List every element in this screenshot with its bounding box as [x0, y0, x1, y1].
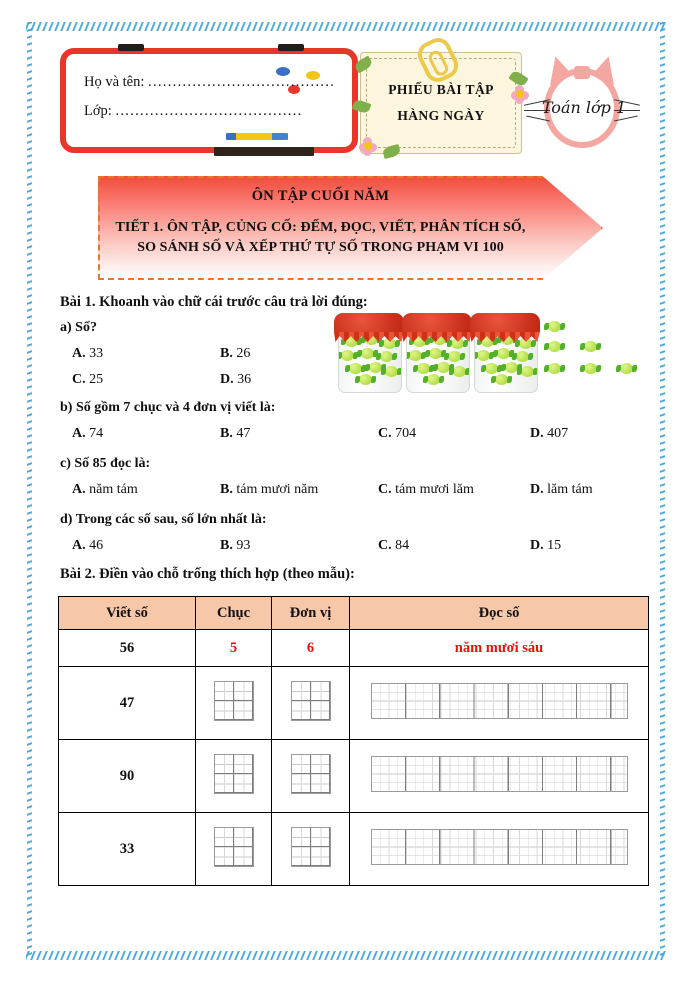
- option-text: tám mươi năm: [236, 482, 319, 497]
- column-header-doc-so: Đọc số: [350, 597, 649, 630]
- option-letter: D.: [220, 372, 234, 387]
- exercise1-part-b-prompt: [60, 400, 660, 416]
- lesson-banner: [98, 176, 603, 280]
- part-c-label: c) Số 85 đọc là:: [60, 456, 151, 471]
- option-b-4[interactable]: [530, 426, 568, 442]
- jar-lid-icon: [402, 313, 472, 335]
- cell-viet-so: 56: [59, 630, 196, 667]
- leaf-icon: [382, 144, 401, 159]
- marker-tray: [214, 147, 314, 156]
- option-letter: D.: [530, 538, 544, 553]
- option-letter: C.: [378, 482, 392, 497]
- subject-label: Toán lớp 1: [541, 98, 627, 117]
- cell-doc-so[interactable]: năm mươi sáu: [350, 630, 649, 667]
- exercise2-heading: Bài 2. Điền vào chỗ trống thích hợp (theo mẫu):: [60, 566, 355, 582]
- worksheet-title-line1: PHIẾU BÀI TẬP: [388, 82, 494, 97]
- part-b-label: b) Số gồm 7 chục và 4 đơn vị viết là:: [60, 400, 276, 415]
- option-text: 407: [547, 426, 569, 441]
- cell-viet-so: 47: [59, 667, 196, 740]
- writing-grid[interactable]: [214, 754, 254, 794]
- exercise1-part-c-prompt: [60, 456, 660, 472]
- option-d-2[interactable]: [220, 538, 250, 554]
- candy-icon: [548, 321, 561, 332]
- candy-icon: [359, 374, 372, 385]
- candy-icon: [497, 348, 510, 359]
- flower-icon: [359, 137, 381, 159]
- option-letter: D.: [530, 426, 544, 441]
- candy-icon: [548, 341, 561, 352]
- class-field-row[interactable]: [84, 103, 303, 120]
- option-letter: B.: [220, 482, 233, 497]
- cell-doc-so[interactable]: [350, 740, 649, 813]
- table-row: [59, 813, 649, 886]
- option-text: 26: [236, 346, 251, 361]
- candy-icon: [584, 341, 597, 352]
- option-a-4[interactable]: [220, 372, 251, 388]
- writing-grid[interactable]: [371, 756, 628, 792]
- cell-chuc[interactable]: [196, 813, 272, 886]
- table-row: [59, 667, 649, 740]
- option-letter: A.: [72, 538, 86, 553]
- option-letter: B.: [220, 346, 233, 361]
- jar-lid-icon: [470, 313, 540, 335]
- student-nameplate: [60, 48, 358, 153]
- option-b-1[interactable]: [72, 426, 103, 442]
- option-b-2[interactable]: [220, 426, 250, 442]
- column-header-don-vi: Đơn vị: [272, 597, 350, 630]
- writing-grid[interactable]: [214, 681, 254, 721]
- worksheet-title: [361, 77, 521, 129]
- cell-don-vi[interactable]: [272, 813, 350, 886]
- name-field-dots: ......................................: [148, 74, 336, 90]
- table-row: [59, 740, 649, 813]
- marker-blue2-icon: [272, 133, 288, 140]
- candy-icon: [516, 351, 529, 362]
- writing-grid[interactable]: [291, 681, 331, 721]
- option-a-1[interactable]: [72, 346, 103, 362]
- jar-lid-icon: [334, 313, 404, 335]
- candy-icon: [427, 374, 440, 385]
- option-letter: C.: [378, 426, 392, 441]
- candy-icon: [485, 363, 498, 374]
- exercise1-part-d-prompt: [60, 512, 660, 528]
- part-a-label: a) Số?: [60, 320, 97, 335]
- marker-yellow-icon: [236, 133, 274, 140]
- banner-title: ÔN TẬP CUỐI NĂM: [251, 188, 390, 204]
- whiteboard-clip-left: [118, 44, 144, 51]
- option-d-1[interactable]: [72, 538, 103, 554]
- option-letter: B.: [220, 538, 233, 553]
- number-analysis-table: [58, 596, 649, 886]
- cell-don-vi[interactable]: [272, 740, 350, 813]
- option-text: 25: [89, 372, 104, 387]
- cell-chuc[interactable]: [196, 740, 272, 813]
- column-header-viet-so: Viết số: [59, 597, 196, 630]
- candy-icon: [495, 374, 508, 385]
- page-border-left: [26, 22, 35, 960]
- option-text: 46: [89, 538, 104, 553]
- option-text: 15: [547, 538, 562, 553]
- table-body: [59, 630, 649, 886]
- class-field-label: Lớp:: [84, 103, 112, 119]
- candy-icon: [448, 351, 461, 362]
- banner-subtitle: [98, 218, 543, 258]
- option-text: 704: [395, 426, 417, 441]
- cell-chuc[interactable]: 5: [196, 630, 272, 667]
- cell-chuc[interactable]: [196, 667, 272, 740]
- cell-doc-so[interactable]: [350, 813, 649, 886]
- option-letter: A.: [72, 346, 86, 361]
- page-border-bottom: [26, 951, 668, 960]
- option-letter: C.: [72, 372, 86, 387]
- option-text: năm tám: [89, 482, 138, 497]
- option-text: tám mươi lăm: [395, 482, 474, 497]
- candy-icon: [349, 363, 362, 374]
- candy-icon: [548, 363, 561, 374]
- cell-don-vi[interactable]: 6: [272, 630, 350, 667]
- whiteboard-clip-right: [278, 44, 304, 51]
- option-letter: A.: [72, 482, 86, 497]
- candy-icon: [417, 363, 430, 374]
- candy-icon: [521, 366, 534, 377]
- option-c-4[interactable]: [530, 482, 593, 498]
- name-field-label: Họ và tên:: [84, 74, 145, 90]
- option-b-3[interactable]: [378, 426, 416, 442]
- option-text: 47: [236, 426, 251, 441]
- banner-subtitle-line1: TIẾT 1. ÔN TẬP, CỦNG CỐ: ĐẾM, ĐỌC, VIẾT, PHÂN TÍCH SỐ,: [115, 220, 526, 235]
- cell-viet-so: 90: [59, 740, 196, 813]
- writing-grid[interactable]: [291, 827, 331, 867]
- cell-viet-so: 33: [59, 813, 196, 886]
- option-a-3[interactable]: [72, 372, 103, 388]
- candy-icon: [453, 366, 466, 377]
- cell-don-vi[interactable]: [272, 667, 350, 740]
- class-field-dots: ......................................: [115, 103, 303, 119]
- worksheet-title-line2: HÀNG NGÀY: [397, 108, 485, 123]
- option-letter: C.: [378, 538, 392, 553]
- option-d-3[interactable]: [378, 538, 409, 554]
- banner-subtitle-line2: SO SÁNH SỐ VÀ XẾP THỨ TỰ SỐ TRONG PHẠM VI 100: [137, 240, 504, 255]
- candy-icon: [341, 350, 354, 361]
- option-text: 84: [395, 538, 410, 553]
- option-text: 93: [236, 538, 251, 553]
- candy-icon: [477, 350, 490, 361]
- option-text: 33: [89, 346, 104, 361]
- cat-bow-icon: [574, 66, 590, 79]
- worksheet-title-card: [360, 52, 522, 154]
- part-d-label: d) Trong các số sau, số lớn nhất là:: [60, 512, 267, 527]
- column-header-chuc: Chục: [196, 597, 272, 630]
- option-text: 36: [237, 372, 252, 387]
- option-c-1[interactable]: [72, 482, 138, 498]
- exercise1-heading: Bài 1. Khoanh vào chữ cái trước câu trả lời đúng:: [60, 294, 368, 310]
- writing-grid[interactable]: [214, 827, 254, 867]
- candy-icon: [584, 363, 597, 374]
- option-d-4[interactable]: [530, 538, 561, 554]
- writing-grid[interactable]: [291, 754, 331, 794]
- table-header-row: [59, 597, 649, 630]
- option-text: 74: [89, 426, 104, 441]
- candy-jars-illustration: [336, 313, 656, 391]
- candy-icon: [385, 366, 398, 377]
- option-a-2[interactable]: [220, 346, 250, 362]
- candy-icon: [380, 351, 393, 362]
- page-border-right: [659, 22, 668, 960]
- cat-face-badge: [530, 58, 634, 154]
- option-c-3[interactable]: [378, 482, 474, 498]
- table-row: [59, 630, 649, 667]
- writing-grid[interactable]: [371, 829, 628, 865]
- page-border-top: [26, 22, 668, 31]
- candy-icon: [620, 363, 633, 374]
- name-field-row[interactable]: [84, 74, 335, 91]
- option-letter: D.: [530, 482, 544, 497]
- candy-icon: [361, 348, 374, 359]
- cell-doc-so[interactable]: [350, 667, 649, 740]
- writing-grid[interactable]: [371, 683, 628, 719]
- option-letter: A.: [72, 426, 86, 441]
- candy-icon: [429, 348, 442, 359]
- option-letter: B.: [220, 426, 233, 441]
- candy-icon: [409, 350, 422, 361]
- option-text: lăm tám: [547, 482, 593, 497]
- option-c-2[interactable]: [220, 482, 318, 498]
